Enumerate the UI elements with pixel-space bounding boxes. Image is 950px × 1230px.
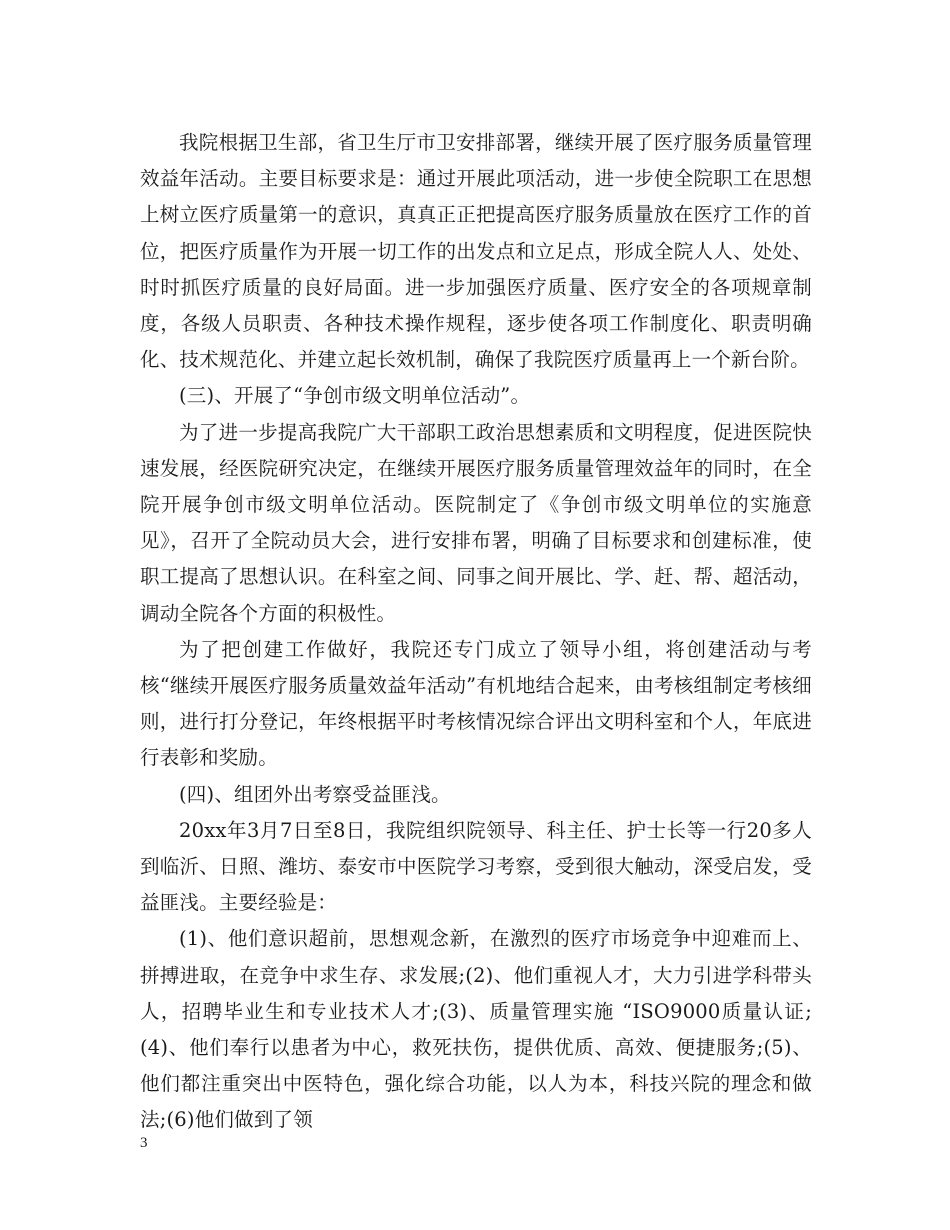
page-number: 3 [140, 1135, 148, 1151]
heading-section-3: (三)、开展了“争创市级文明单位活动”。 [179, 384, 531, 408]
document-body [140, 125, 812, 1139]
paragraph-quality-year: 我院根据卫生部，省卫生厅市卫安排部署，继续开展了医疗服务质量管理效益年活动。主要目标要求是：通过开展此项活动，进一步使全院职工在思想上树立医疗质量第一的意识，真真正正把提高医疗服务质量放在医疗工作的首位，把医疗质量作为开展一切工作的出发点和立足点，形成全院人人、处处、时时抓医疗质量的良好局面。进一步加强医疗质量、医疗安全的各项规章制度，各级人员职责、各种技术操作规程，逐步使各项工作制度化、职责明确化、技术规范化、并建立起长效机制，确保了我院医疗质量再上一个新台阶。 [140, 131, 812, 372]
paragraph-study-visit: 20xx年3月7日至8日，我院组织院领导、科主任、护士长等一行20多人到临沂、日照、潍坊、泰安市中医院学习考察，受到很大触动，深受启发，受益匪浅。主要经验是： [140, 818, 812, 915]
paragraph-leadership-group: 为了把创建工作做好，我院还专门成立了领导小组，将创建活动与考核“继续开展医疗服务质量效益年活动”有机地结合起来，由考核组制定考核细则，进行打分登记，年终根据平时考核情况综合评出文明科室和个人，年底进行表彰和奖励。 [140, 637, 812, 770]
paragraph-civilized-unit: 为了进一步提高我院广大干部职工政治思想素质和文明程度，促进医院快速发展，经医院研究决定，在继续开展医疗服务质量管理效益年的同时，在全院开展争创市级文明单位活动。医院制定了《争创市级文明单位的实施意见》，召开了全院动员大会，进行安排布署，明确了目标要求和创建标准，使职工提高了思想认识。在科室之间、同事之间开展比、学、赶、帮、超活动，调动全院各个方面的积极性。 [140, 420, 812, 625]
paragraph-experience-list: (1)、他们意识超前，思想观念新，在激烈的医疗市场竞争中迎难而上、拼搏进取，在竞争中求生存、求发展;(2)、他们重视人才，大力引进学科带头人，招聘毕业生和专业技术人才;(3)、质量管理实施 “ISO9000质量认证;(4)、他们奉行以患者为中心，救死扶伤，提供优质、高效、便捷服务;(5)、他们都注重突出中医特色，强化综合功能，以人为本，科技兴院的理念和做法;(6)他们做到了领 [140, 927, 812, 1132]
heading-section-4: (四)、组团外出考察受益匪浅。 [179, 782, 451, 806]
